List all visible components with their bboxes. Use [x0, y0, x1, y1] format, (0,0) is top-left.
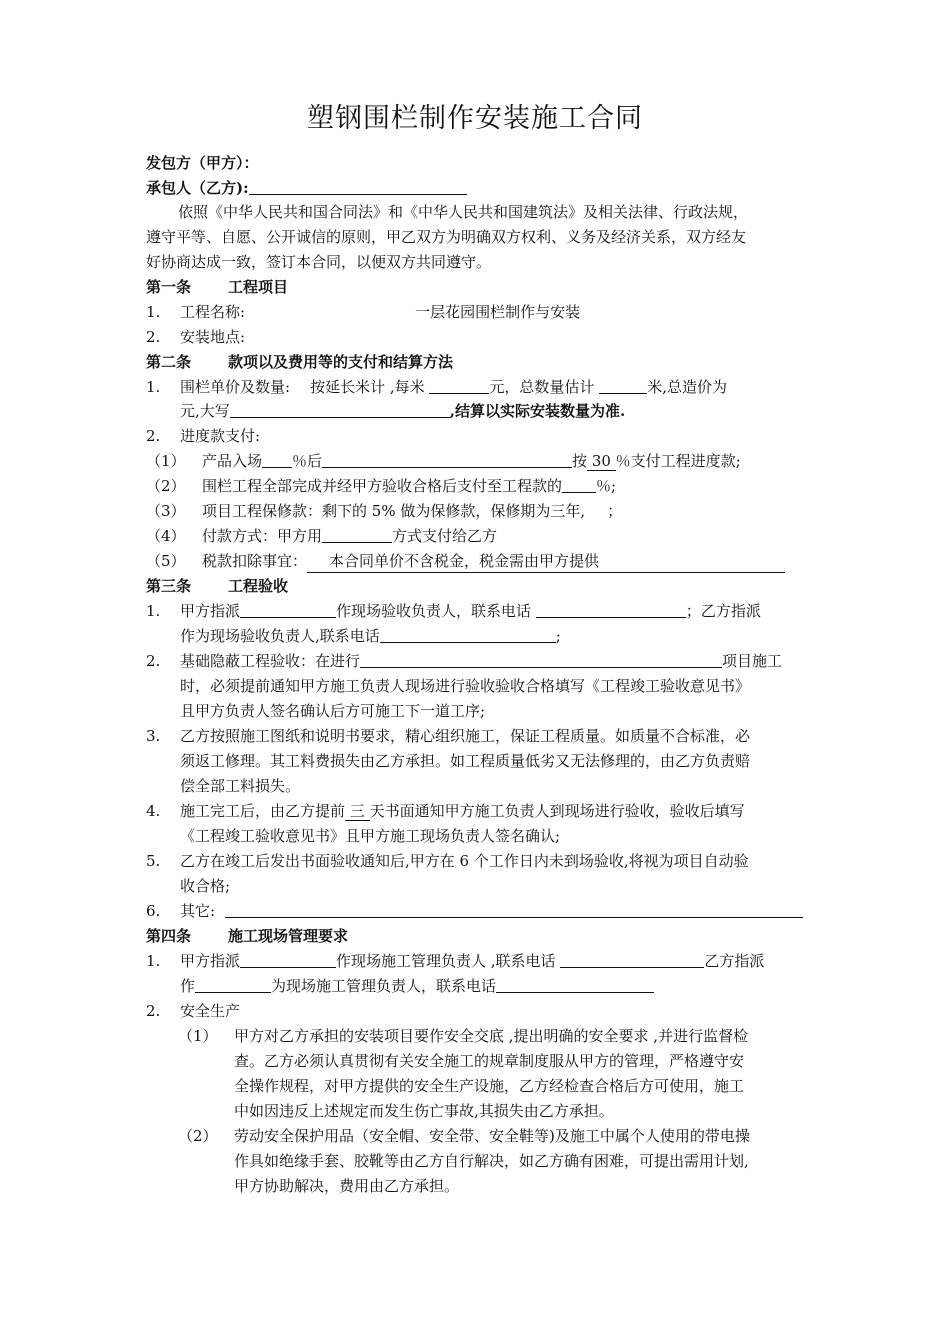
article-3-item-6	[146, 900, 803, 922]
sub-text: 甲方对乙方承担的安装项目要作安全交底 ,提出明确的安全要求 ,并进行监督检	[234, 1027, 749, 1045]
article-4-sub-1	[178, 1025, 748, 1047]
article-3-item-1	[146, 600, 761, 622]
article-3-item-3-line-3: 偿全部工料损失。	[180, 777, 301, 795]
item-text: 作现场验收负责人，联系电话	[336, 602, 532, 620]
item-number: 4.	[146, 802, 161, 820]
article-2-sub-5	[146, 550, 785, 573]
article-4-sub-1-line-4: 中如因违反上述规定而发生伤亡事故,其损失由乙方承担。	[234, 1102, 614, 1120]
item-text: 作为现场验收负责人,联系电话	[180, 627, 380, 645]
entry-condition-blank[interactable]	[322, 451, 572, 468]
sub-text: ％后	[292, 452, 323, 470]
tax-note: 本合同单价不含税金，税金需由甲方提供	[307, 550, 785, 573]
article-2-sub-3	[146, 500, 622, 522]
item-number: 6.	[146, 902, 161, 920]
site-manager-b-phone-blank[interactable]	[496, 976, 654, 993]
inspector-a-blank[interactable]	[240, 601, 336, 618]
article-3-item-5-line-2: 收合格;	[180, 877, 231, 895]
item-number: 3.	[146, 727, 161, 745]
article-3-label: 第三条	[146, 577, 192, 595]
sub-text: 项目工程保修款：剩下的 5% 做为保修款，保修期为三年,	[202, 502, 586, 520]
quantity-text: 元，总数量估计	[489, 378, 595, 396]
item-number: 1.	[146, 378, 161, 396]
article-3-title: 工程验收	[228, 577, 289, 595]
sub-text: ％;	[596, 477, 617, 495]
sub-number: （5）	[146, 552, 186, 570]
total-price-text: 米,总造价为	[647, 378, 727, 396]
article-2-label: 第二条	[146, 353, 192, 371]
article-1-item-2	[146, 326, 245, 348]
article-2-sub-2	[146, 475, 616, 497]
sub-text: ％支付工程进度款;	[615, 452, 741, 470]
party-b-line	[146, 177, 467, 199]
article-1-heading	[146, 276, 288, 298]
article-4-label: 第四条	[146, 927, 192, 945]
item-text: 天书面通知甲方施工负责人到现场进行验收，验收后填写	[369, 802, 745, 820]
notice-days-value: 三	[345, 802, 370, 820]
entry-percent-blank[interactable]	[262, 451, 292, 468]
article-3-heading	[146, 575, 288, 597]
item-text: 乙方在竣工后发出书面验收通知后,甲方在 6 个工作日内未到场验收,将视为项目自动验	[180, 852, 749, 870]
progress-payment-label: 进度款支付:	[180, 427, 261, 445]
project-name-label: 工程名称:	[180, 303, 246, 321]
sub-number: （2）	[146, 477, 186, 495]
item-text: 项目施工	[722, 652, 783, 670]
site-manager-a-blank[interactable]	[240, 951, 336, 968]
preamble-line-3: 好协商达成一致，签订本合同，以便双方共同遵守。	[146, 253, 492, 271]
preamble-line-2: 遵守平等、自愿、公开诚信的原则，甲乙双方为明确双方权利、义务及经济关系，双方经友	[146, 228, 747, 246]
site-manager-b-blank[interactable]	[195, 976, 271, 993]
article-4-sub-2	[178, 1125, 750, 1147]
sub-text: 劳动安全保护用品（安全帽、安全带、安全鞋等)及施工中属个人使用的带电操	[234, 1127, 750, 1145]
sub-text: 按	[572, 452, 588, 470]
article-3-item-2	[146, 650, 782, 672]
article-3-item-3-line-2: 须返工修理。其工料费损失由乙方承担。如工程质量低劣又无法修理的，由乙方负责赔	[180, 752, 751, 770]
article-3-item-2-line-2: 时，必须提前通知甲方施工负责人现场进行验收验收合格填写《工程竣工验收意见书》	[180, 677, 751, 695]
article-4-heading	[146, 925, 348, 947]
item-text: ;	[555, 627, 561, 645]
settlement-note: ,结算以实际安装数量为准.	[449, 402, 626, 420]
inspector-a-phone-blank[interactable]	[536, 601, 686, 618]
sub-number: （3）	[146, 502, 186, 520]
article-3-item-1-cont	[180, 625, 561, 647]
document-title: 塑钢围栏制作安装施工合同	[307, 103, 643, 134]
item-number: 1.	[146, 952, 161, 970]
article-2-sub-4	[146, 525, 497, 547]
party-b-label: 承包人（乙方):	[146, 179, 249, 197]
sub-text: 围栏工程全部完成并经甲方验收合格后支付至工程款的	[202, 477, 563, 495]
item-number: 2.	[146, 328, 161, 346]
party-a-label: 发包方（甲方）：	[146, 154, 259, 172]
sub-number: （1）	[178, 1027, 218, 1045]
project-name-value: 一层花园围栏制作与安装	[415, 303, 581, 321]
quantity-blank[interactable]	[599, 377, 647, 394]
item-number: 2.	[146, 427, 161, 445]
sub-text: ；	[607, 502, 623, 520]
item-text: 其它:	[180, 902, 216, 920]
unit-price-label: 围栏单价及数量:	[180, 378, 291, 396]
item-text: ；乙方指派	[685, 602, 761, 620]
sub-text: 产品入场	[202, 452, 263, 470]
party-b-blank[interactable]	[249, 178, 467, 195]
progress-percent-value: 30	[587, 452, 616, 470]
article-1-title: 工程项目	[228, 278, 289, 296]
article-4-title: 施工现场管理要求	[228, 927, 349, 945]
sub-text: 方式支付给乙方	[392, 527, 498, 545]
other-terms-blank[interactable]	[225, 901, 803, 918]
article-3-item-4-line-2: 《工程竣工验收意见书》且甲方施工现场负责人签名确认;	[180, 827, 561, 845]
sub-number: （4）	[146, 527, 186, 545]
article-1-label: 第一条	[146, 278, 192, 296]
sub-number: （2）	[178, 1127, 218, 1145]
article-4-item-2	[146, 1000, 240, 1022]
article-2-heading	[146, 351, 453, 373]
sub-text: 付款方式：甲方用	[202, 527, 323, 545]
article-3-item-5	[146, 850, 749, 872]
item-text: 施工完工后，由乙方提前	[180, 802, 346, 820]
article-3-item-2-line-3: 且甲方负责人签名确认后方可施工下一道工序;	[180, 702, 486, 720]
item-text: 作	[180, 977, 196, 995]
item-number: 1.	[146, 602, 161, 620]
article-4-item-1-cont	[180, 975, 654, 997]
article-2-item-2	[146, 425, 260, 447]
article-4-sub-2-line-2: 作具如绝缘手套、胶靴等由乙方自行解决，如乙方确有困难，可提出需用计划,	[234, 1152, 749, 1170]
item-text: 甲方指派	[180, 952, 241, 970]
article-2-title: 款项以及费用等的支付和结算方法	[228, 353, 454, 371]
completion-percent-blank[interactable]	[562, 476, 596, 493]
item-text: 乙方指派	[704, 952, 765, 970]
hidden-work-blank[interactable]	[360, 651, 722, 668]
article-4-sub-1-line-3: 全操作规程，对甲方提供的安全生产设施，乙方经检查合格后方可使用，施工	[234, 1077, 745, 1095]
article-4-sub-2-line-3: 甲方协助解决，费用由乙方承担。	[234, 1177, 460, 1195]
article-3-item-4	[146, 800, 745, 822]
item-text: 甲方指派	[180, 602, 241, 620]
party-a-line	[146, 152, 259, 174]
article-1-item-1	[146, 301, 580, 323]
site-manager-a-phone-blank[interactable]	[560, 951, 704, 968]
item-number: 2.	[146, 652, 161, 670]
item-number: 2.	[146, 1002, 161, 1020]
article-3-item-3	[146, 725, 750, 747]
install-location-label: 安装地点:	[180, 328, 246, 346]
item-text: 安全生产	[180, 1002, 241, 1020]
item-text: 作现场施工管理负责人 ,联系电话	[336, 952, 556, 970]
amount-words-label: 元,大写	[180, 402, 230, 420]
item-number: 1.	[146, 303, 161, 321]
item-text: 为现场施工管理负责人，联系电话	[271, 977, 497, 995]
article-4-sub-1-line-2: 查。乙方必须认真贯彻有关安全施工的规章制度服从甲方的管理，严格遵守安	[234, 1052, 745, 1070]
amount-words-blank[interactable]	[230, 401, 450, 418]
item-number: 5.	[146, 852, 161, 870]
article-4-item-1	[146, 950, 764, 972]
sub-text: 税款扣除事宜：	[202, 552, 308, 570]
article-2-sub-1	[146, 450, 741, 472]
sub-number: （1）	[146, 452, 186, 470]
inspector-b-phone-blank[interactable]	[380, 626, 556, 643]
article-2-item-1	[146, 376, 727, 398]
payment-method-blank[interactable]	[322, 526, 392, 543]
unit-price-text: 按延长米计 ,每米	[310, 378, 425, 396]
unit-price-blank[interactable]	[429, 377, 489, 394]
item-text: 乙方按照施工图纸和说明书要求，精心组织施工，保证工程质量。如质量不合标准，必	[180, 727, 751, 745]
preamble-line-1: 依照《中华人民共和国合同法》和《中华人民共和国建筑法》及相关法律、行政法规，	[178, 203, 749, 221]
article-2-item-1-cont	[180, 400, 625, 422]
item-text: 基础隐蔽工程验收：在进行	[180, 652, 361, 670]
